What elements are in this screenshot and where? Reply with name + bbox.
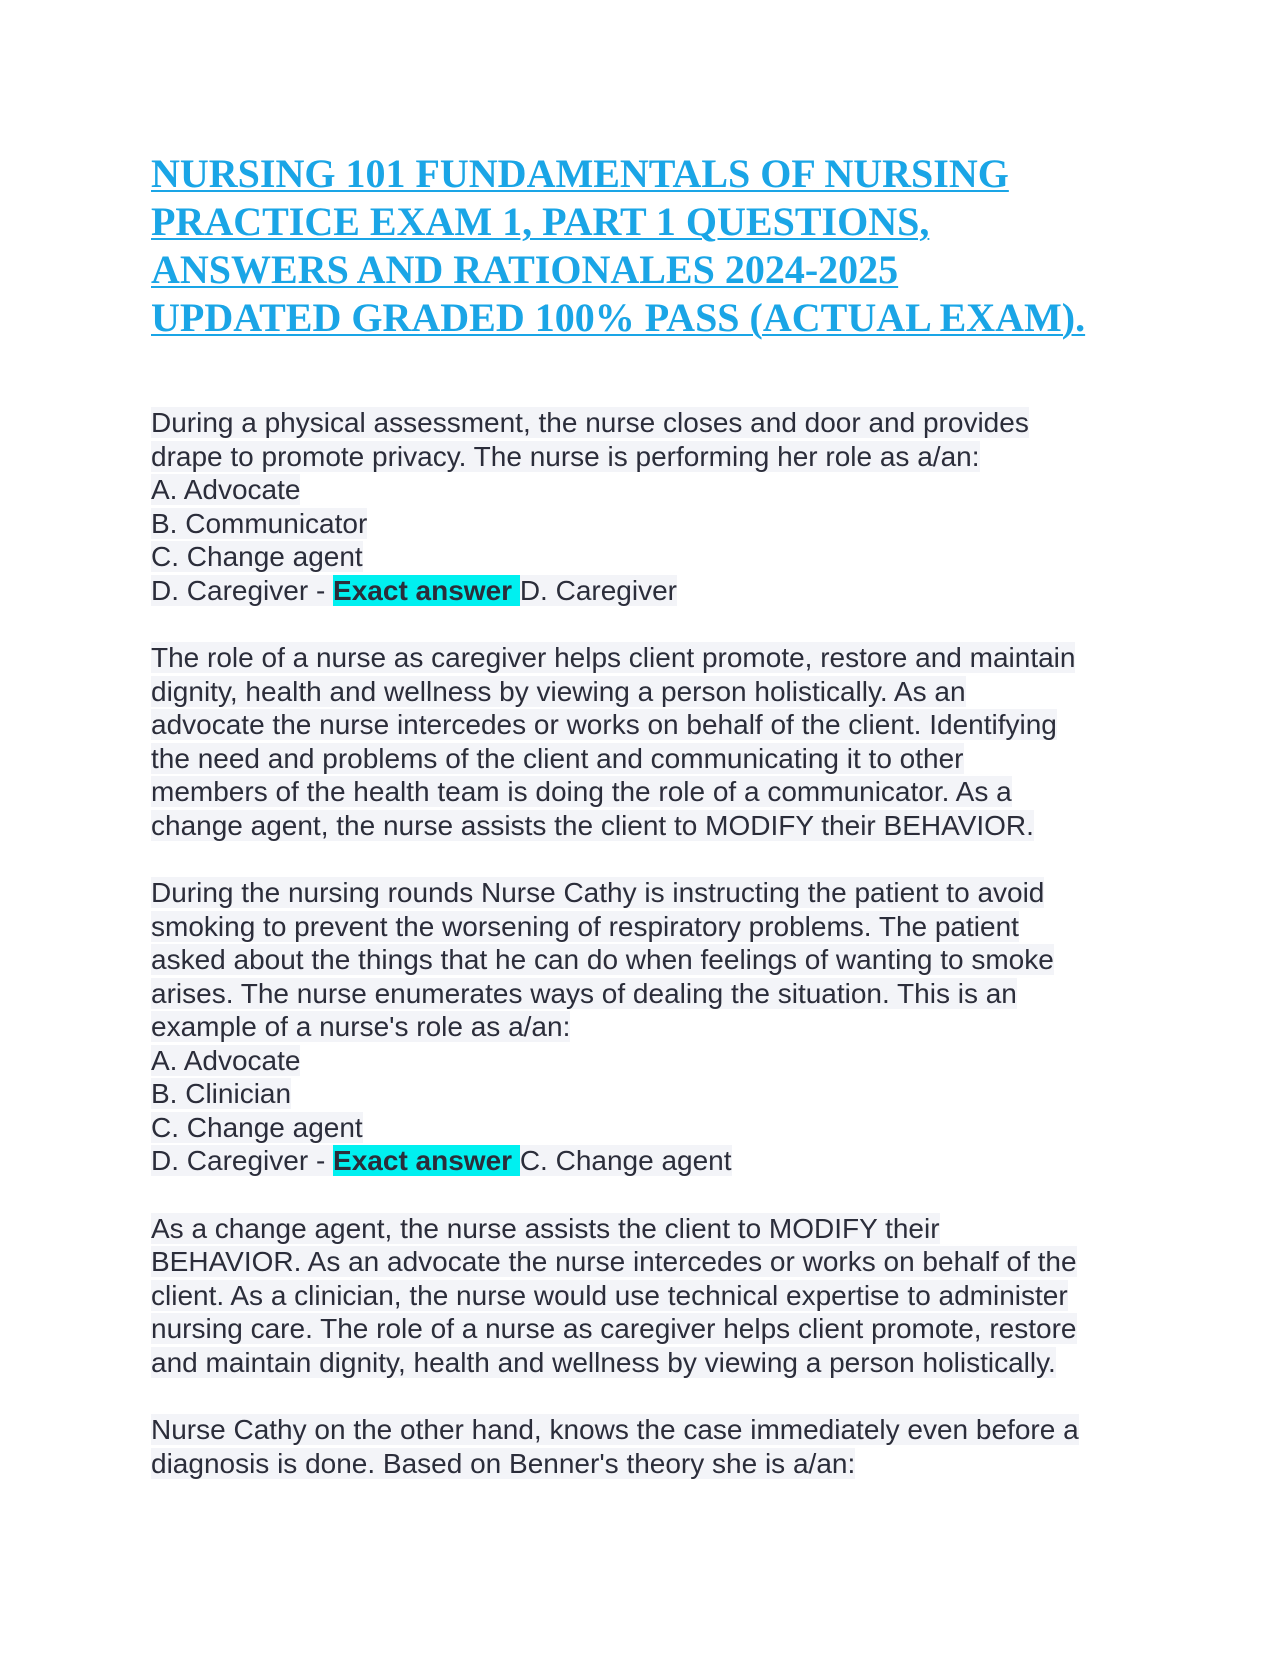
question-stem-line: diagnosis is done. Based on Benner's theory she is a/an: <box>151 1447 856 1479</box>
question-stem-line: During the nursing rounds Nurse Cathy is instructing the patient to avoid <box>151 877 1045 908</box>
title-line: ANSWERS AND RATIONALES 2024-2025 <box>151 247 899 292</box>
rationale-1 <box>151 641 1141 842</box>
exact-answer-tag: Exact answer <box>333 1145 520 1176</box>
question-stem-line: example of a nurse's role as a/an: <box>151 1011 571 1042</box>
rationale-line: and maintain dignity, health and wellness by viewing a person holistically. <box>151 1346 1056 1378</box>
title-line: PRACTICE EXAM 1, PART 1 QUESTIONS, <box>151 199 930 244</box>
correct-answer: D. Caregiver <box>519 574 677 606</box>
answer-option: B. Communicator <box>151 507 368 539</box>
question-2 <box>151 876 1141 1178</box>
rationale-line: client. As a clinician, the nurse would use technical expertise to administer <box>151 1279 1068 1311</box>
question-stem-line: smoking to prevent the worsening of respiratory problems. The patient <box>151 910 1019 942</box>
rationale-line: As a change agent, the nurse assists the client to MODIFY their <box>151 1212 940 1244</box>
rationale-line: the need and problems of the client and communicating it to other <box>151 742 964 774</box>
question-stem-line: arises. The nurse enumerates ways of dealing the situation. This is an <box>151 977 1017 1009</box>
question-stem-line: asked about the things that he can do when feelings of wanting to smoke <box>151 944 1054 975</box>
question-stem-line: drape to promote privacy. The nurse is performing her role as a/an: <box>151 440 980 472</box>
rationale-line: change agent, the nurse assists the client to MODIFY their BEHAVIOR. <box>151 809 1034 841</box>
question-3 <box>151 1413 1141 1480</box>
rationale-line: advocate the nurse intercedes or works on behalf of the client. Identifying <box>151 709 1057 740</box>
exact-answer-tag: Exact answer <box>333 574 520 606</box>
answer-option: A. Advocate <box>151 474 301 505</box>
document-body <box>151 406 1141 1480</box>
answer-option: B. Clinician <box>151 1078 292 1109</box>
rationale-line: nursing care. The role of a nurse as caregiver helps client promote, restore <box>151 1313 1077 1344</box>
answer-option: A. Advocate <box>151 1044 301 1076</box>
rationale-line: dignity, health and wellness by viewing a person holistically. As an <box>151 675 966 707</box>
correct-answer: C. Change agent <box>519 1145 732 1176</box>
document-page <box>151 150 1141 1514</box>
answer-option: C. Change agent <box>151 541 363 572</box>
rationale-2 <box>151 1212 1141 1380</box>
title-line: UPDATED GRADED 100% PASS (ACTUAL EXAM). <box>151 295 1086 340</box>
answer-option: C. Change agent <box>151 1111 363 1143</box>
question-stem-line: Nurse Cathy on the other hand, knows the case immediately even before a <box>151 1414 1079 1445</box>
rationale-line: The role of a nurse as caregiver helps client promote, restore and maintain <box>151 642 1076 673</box>
rationale-line: BEHAVIOR. As an advocate the nurse intercedes or works on behalf of the <box>151 1246 1077 1277</box>
answer-option: D. Caregiver - <box>151 1145 334 1176</box>
answer-option: D. Caregiver - <box>151 574 334 606</box>
question-1 <box>151 406 1141 607</box>
document-title <box>151 150 1141 342</box>
rationale-line: members of the health team is doing the role of a communicator. As a <box>151 776 1012 807</box>
question-stem-line: During a physical assessment, the nurse closes and door and provides <box>151 407 1029 438</box>
title-line: NURSING 101 FUNDAMENTALS OF NURSING <box>151 151 1009 196</box>
